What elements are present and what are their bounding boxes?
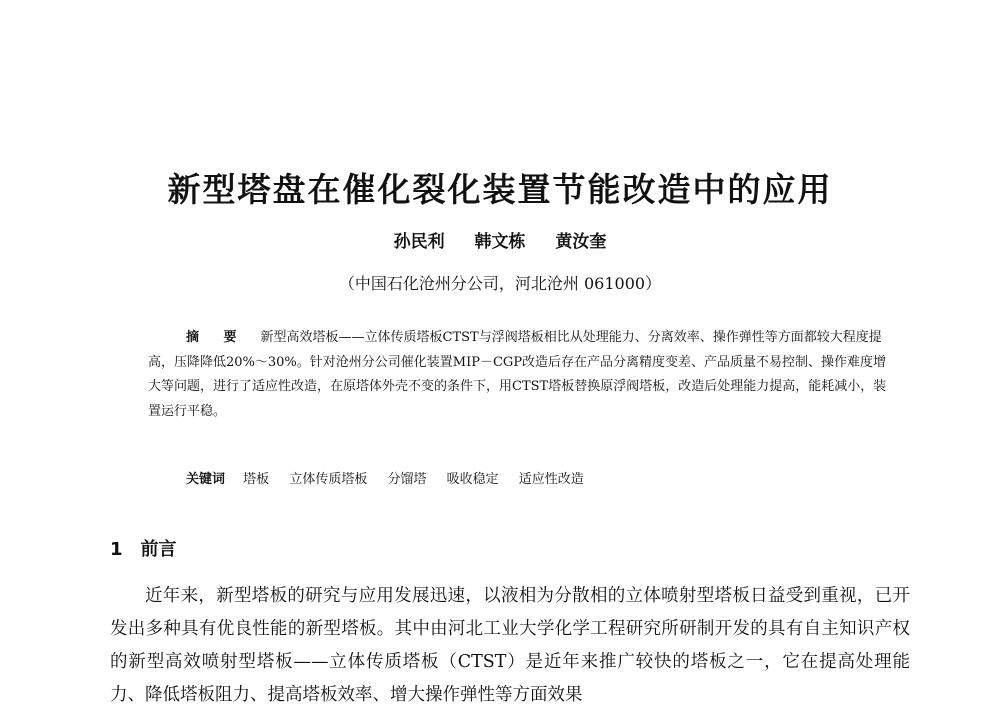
body-paragraph: 近年来，新型塔板的研究与应用发展迅速，以液相为分散相的立体喷射型塔板日益受到重视，已开发出多种具有优良性能的新型塔板。其中由河北工业大学化学工程研究所研制开发的具有自主知识产权的新型高效喷射型塔板——立体传质塔板（CTST）是近年来推广较快的塔板之一，它在提高处理能力、降低塔板阻力、提高塔板效率、增大操作弹性等方面效果 (110, 586, 910, 705)
section-title: 前言 (140, 539, 177, 560)
author-name: 黄汝奎 (555, 232, 607, 252)
affiliation: （中国石化沧州分公司，河北沧州 061000） (338, 274, 662, 293)
paper-title: 新型塔盘在催化裂化装置节能改造中的应用 (167, 170, 833, 209)
keyword: 吸收稳定 (446, 472, 499, 487)
keyword: 塔板 (243, 472, 270, 487)
abstract-label: 摘 要 (186, 330, 247, 345)
keyword: 适应性改造 (518, 472, 584, 487)
abstract-text: 新型高效塔板——立体传质塔板CTST与浮阀塔板相比从处理能力、分离效率、操作弹性等方面都较大程度提高，压降降低20%～30%。针对沧州分公司催化装置MIP－CGP改造后存在产品分离精度变差、产品质量不易控制、操作难度增大等问题，进行了适应性改造，在原塔体外壳不变的条件下，用CTST塔板替换原浮阀塔板，改造后处理能力提高，能耗减小，装置运行平稳。 (148, 330, 887, 419)
section-number: 1 (110, 539, 123, 560)
author-name: 韩文栋 (474, 232, 526, 252)
keyword: 立体传质塔板 (289, 472, 368, 487)
keywords (186, 468, 600, 492)
abstract (148, 326, 888, 424)
author-list (0, 230, 1000, 254)
keyword: 分馏塔 (387, 472, 427, 487)
section-heading (110, 537, 177, 563)
author-name: 孙民利 (393, 232, 445, 252)
keywords-label: 关键词 (186, 472, 226, 487)
